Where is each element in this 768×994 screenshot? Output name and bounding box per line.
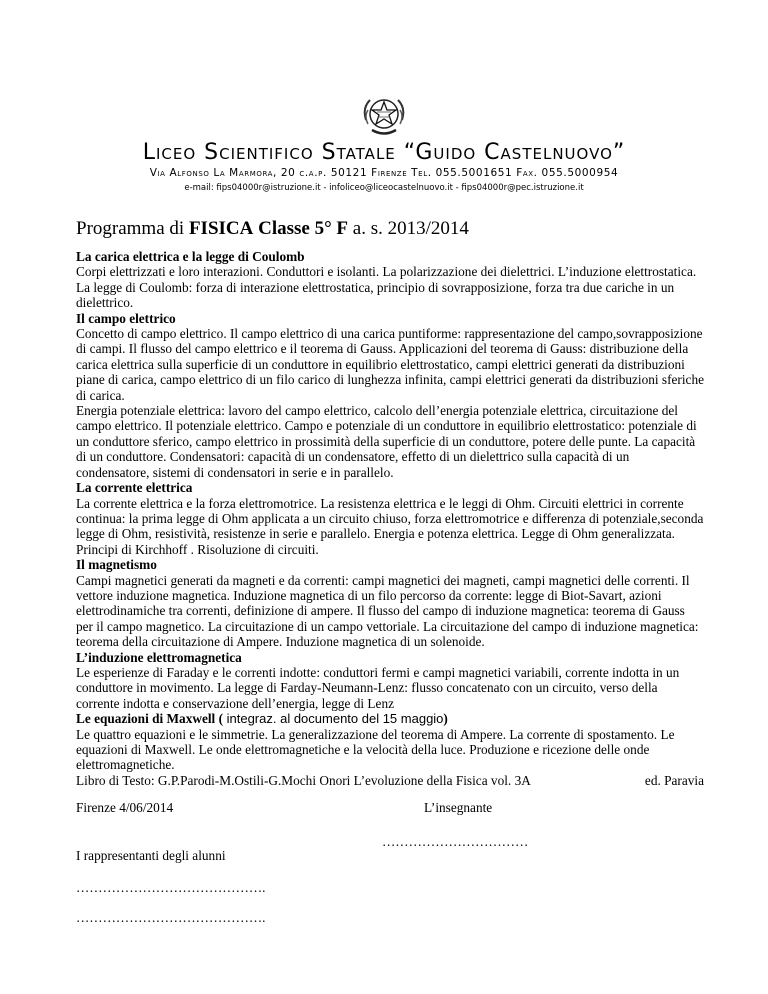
representatives-label: I rappresentanti degli alunni <box>76 848 226 863</box>
section-paragraph: Le esperienze di Faraday e le correnti indotte: conduttori fermi e campi magnetici variabili, corrente indotta in un conduttore in movimento. La legge di Farday-Neumann-Lenz: flusso concatenato con un circuito, verso della corrente indotta e conservazione dell’energia, legge di Lenz <box>76 664 680 711</box>
section-heading: Il campo elettrico <box>76 310 176 326</box>
section-paragraph: Energia potenziale elettrica: lavoro del campo elettrico, calcolo dell’energia potenziale elettrica, circuitazione del campo elettrico. Il potenziale elettrico. Campo e potenziale di un conduttore in equilibrio elettrostatico: potenziale di un conduttore sferico, campo elettrico in prossimità della superficie di un conduttore, potere delle punte. La capacità di un conduttore. Condensatori: capacità di un condensatore, effetto di un dielettrico sulla capacità di un condensatore, sistemi di condensatori in serie e in parallelo. <box>76 403 697 480</box>
section-heading: La corrente elettrica <box>76 480 193 496</box>
teacher-label: L’insegnante <box>424 800 493 815</box>
republic-emblem-icon <box>360 90 408 140</box>
representative-signature-line: ……………………………………. <box>76 910 266 925</box>
title-prefix: Programma di <box>76 218 185 239</box>
textbook-publisher: ed. Paravia <box>644 772 704 788</box>
maxwell-close: ) <box>443 711 448 727</box>
section-paragraph: Corpi elettrizzati e loro interazioni. Conduttori e isolanti. La polarizzazione dei dielettrici. L’induzione elettrostatica. La legge di Coulomb: forza di interazione elettrostatica, principio di sovrapposizione, forza tra due cariche in un dielettrico. <box>76 264 697 311</box>
section-heading: L’induzione elettromagnetica <box>76 649 242 665</box>
section-paragraph: Concetto di campo elettrico. Il campo elettrico di una carica puntiforme: rappresentazione del campo,sovrapposizione di campi. Il flusso del campo elettrico e il teorema di Gauss. Applicazioni del teorema di Gauss: distribuzione della carica elettrica sulla superficie di un conduttore in equilibrio elettrostatico, campi elettrici generati da distribuzioni piane di carica, campo elettrico di un filo carico di lunghezza infinita, campi elettrici generati da distribuzioni sferiche di carica. <box>76 326 705 403</box>
section-paragraph: Le quattro equazioni e le simmetrie. La generalizzazione del teorema di Ampere. La corrente di spostamento. Le equazioni di Maxwell. Le onde elettromagnetiche e la velocità della luce. Produzione e ricezione delle onde elettromagnetiche. <box>76 726 675 773</box>
title-subject: FISICA <box>188 218 254 239</box>
maxwell-heading-text: Le equazioni di Maxwell ( <box>76 711 223 727</box>
program-content <box>76 249 704 788</box>
section-heading: Il magnetismo <box>76 557 157 573</box>
school-name: Liceo Scientifico Statale “Guido Castelnuovo” <box>142 140 626 165</box>
section-heading: La carica elettrica e la legge di Coulomb <box>76 249 305 264</box>
maxwell-heading <box>76 711 704 726</box>
program-title <box>76 218 469 240</box>
title-year: a. s. 2013/2014 <box>352 218 469 239</box>
title-class: Classe 5° F <box>258 218 349 239</box>
place-date: Firenze 4/06/2014 <box>76 800 174 815</box>
textbook-text: Libro di Testo: G.P.Parodi-M.Ostili-G.Mochi Onori L’evoluzione della Fisica vol. 3A <box>76 772 531 788</box>
teacher-signature-line: …………………………… <box>382 834 529 849</box>
section-paragraph: Campi magnetici generati da magneti e da correnti: campi magnetici dei magneti, campi magnetici delle correnti. Il vettore induzione magnetica. Induzione magnetica di un filo percorso da corrente: legge di Biot-Savart, azioni elettrodinamiche tra correnti, definizione di ampere. Il flusso del campo di induzione magnetica: teorema di Gauss per il campo magnetico. La circuitazione di un campo vettoriale. La circuitazione del campo di induzione magnetica: teorema della circuitazione di Ampere. Induzione magnetica di un solenoide. <box>76 572 699 650</box>
school-address: Via Alfonso La Marmora, 20 c.a.p. 50121 Firenze Tel. 055.5001651 Fax. 055.5000954 <box>149 167 619 179</box>
section-paragraph: La corrente elettrica e la forza elettromotrice. La resistenza elettrica e le leggi di Ohm. Circuiti elettrici in corrente continua: la prima legge di Ohm applicata a un circuito chiuso, forza elettromotrice e differenza di potenziale,seconda legge di Ohm, resistività, resistenze in serie e parallelo. Energia e potenza elettrica. Legge di Ohm generalizzata. Principi di Kirchhoff . Risoluzione di circuiti. <box>76 495 704 557</box>
representative-signature-line: ……………………………………. <box>76 880 266 895</box>
textbook-line <box>76 773 704 788</box>
school-contacts: e-mail: fips04000r@istruzione.it - infoliceo@liceocastelnuovo.it - fips04000r@pec.istruzione.it <box>184 183 584 193</box>
maxwell-note: integraz. al documento del 15 maggio <box>223 711 444 727</box>
